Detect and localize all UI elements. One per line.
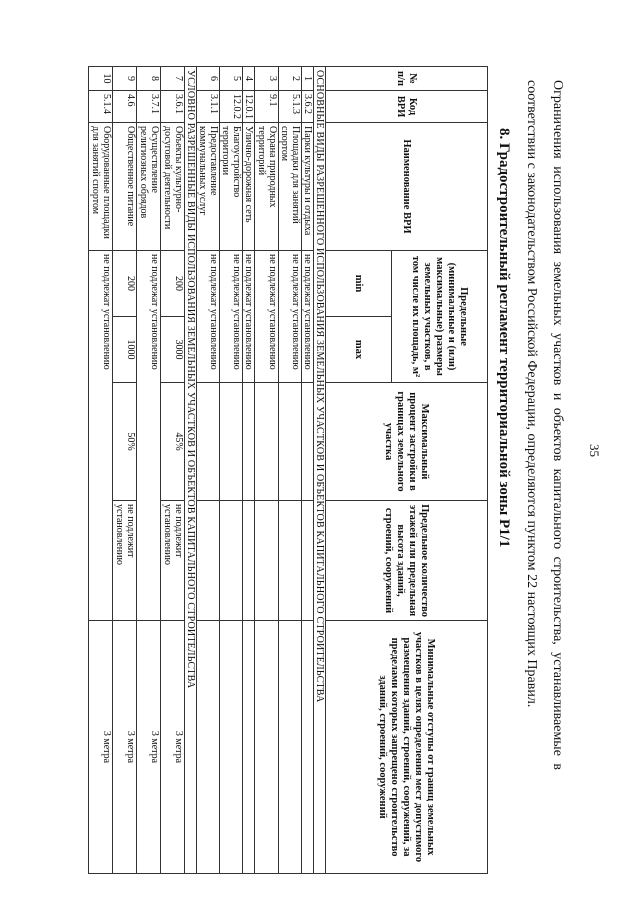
cell-num: 7 bbox=[161, 67, 185, 91]
cell-code: 5.1.4 bbox=[89, 91, 113, 123]
table-row bbox=[302, 67, 314, 874]
table-row bbox=[279, 67, 302, 874]
header-floors: Предельное количество этажей или предельная высота зданий, строений, сооружений bbox=[326, 501, 488, 621]
cell-name: Объекты культурно-досуговой деятельности bbox=[161, 123, 185, 251]
table-row bbox=[137, 67, 161, 874]
cell-percent: 45% bbox=[161, 383, 185, 501]
cell-area-note: не подлежат установлению bbox=[302, 251, 314, 383]
header-percent: Максимальный процент застройки в границах земельного участка bbox=[326, 383, 488, 501]
cell-code: 4.6 bbox=[113, 91, 137, 123]
cell-code: 3.1.1 bbox=[197, 91, 220, 123]
header-row bbox=[392, 67, 488, 874]
cell-min: 200 bbox=[161, 251, 185, 317]
regulation-table bbox=[88, 66, 488, 874]
table-row bbox=[197, 67, 220, 874]
cell-num: 5 bbox=[220, 67, 243, 91]
cell-setback: 3 метра bbox=[137, 621, 161, 874]
band-main: ОСНОВНЫЕ ВИДЫ РАЗРЕШЕННОГО ИСПОЛЬЗОВАНИЯ ЗЕМЕЛЬНЫХ УЧАСТКОВ И ОБЪЕКТОВ КАПИТАЛЬНОГО СТРОИТЕЛЬСТВА bbox=[314, 67, 326, 874]
header-max: max bbox=[326, 317, 392, 383]
cell-name: Охрана природных территорий bbox=[255, 123, 279, 251]
cell-code: 9.1 bbox=[255, 91, 279, 123]
cell-num: 6 bbox=[197, 67, 220, 91]
cell-max: 3000 bbox=[161, 317, 185, 383]
table-row bbox=[89, 67, 113, 874]
cell-area-note: не подлежат установлению bbox=[243, 251, 255, 383]
cell-num: 8 bbox=[137, 67, 161, 91]
table-row bbox=[161, 67, 185, 874]
header-name: Наименование ВРИ bbox=[326, 123, 488, 251]
header-area: Предельные (минимальные и (или) максимальные) размеры земельных участков, в том числе их площадь, м² bbox=[392, 251, 488, 383]
intro-paragraph: Ограничения использования земельных участков и объектов капитального строительства, устанавливаемые в соответствии с законодательством Российской Федерации, определяются пунктом 22 настоящих Правил. bbox=[524, 80, 565, 770]
table-row bbox=[113, 67, 137, 874]
band-conditional: УСЛОВНО РАЗРЕШЕННЫЕ ВИДЫ ИСПОЛЬЗОВАНИЯ ЗЕМЕЛЬНЫХ УЧАСТКОВ И ОБЪЕКТОВ КАПИТАЛЬНОГО СТРОИТЕЛЬСТВА bbox=[185, 67, 197, 874]
cell-code: 12.0.1 bbox=[243, 91, 255, 123]
cell-percent: 50% bbox=[113, 383, 137, 501]
cell-num: 10 bbox=[89, 67, 113, 91]
header-code: Код ВРИ bbox=[326, 91, 488, 123]
cell-area-note: не подлежат установлению bbox=[255, 251, 279, 383]
table-row bbox=[243, 67, 255, 874]
cell-area-note: не подлежат установлению bbox=[197, 251, 220, 383]
cell-num: 9 bbox=[113, 67, 137, 91]
cell-floors: не подлежит установлению bbox=[113, 501, 137, 621]
cell-num: 3 bbox=[255, 67, 279, 91]
cell-setback: 3 метра bbox=[89, 621, 113, 874]
cell-max: 1000 bbox=[113, 317, 137, 383]
cell-area-note: не подлежат установлению bbox=[89, 251, 113, 621]
cell-area-note: не подлежат установлению bbox=[220, 251, 243, 383]
cell-code: 5.1.3 bbox=[279, 91, 302, 123]
cell-min: 200 bbox=[113, 251, 137, 317]
section-title: 8. Градостроительный регламент территориальной зоны Р1/1 bbox=[496, 128, 512, 548]
cell-setback: 3 метра bbox=[113, 621, 137, 874]
cell-area-note: не подлежат установлению bbox=[137, 251, 161, 621]
cell-area-note: не подлежат установлению bbox=[279, 251, 302, 383]
cell-code: 3.6.2 bbox=[302, 91, 314, 123]
table-row bbox=[255, 67, 279, 874]
header-min: min bbox=[326, 251, 392, 317]
cell-floors: не подлежит установлению bbox=[161, 501, 185, 621]
cell-name: Общественное питание bbox=[113, 123, 137, 251]
cell-code: 3.6.1 bbox=[161, 91, 185, 123]
cell-num: 4 bbox=[243, 67, 255, 91]
cell-name: Оборудованные площадки для занятий спортом bbox=[89, 123, 113, 251]
table-row bbox=[220, 67, 243, 874]
cell-num: 1 bbox=[302, 67, 314, 91]
cell-num: 2 bbox=[279, 67, 302, 91]
cell-name: Парки культуры и отдыха bbox=[302, 123, 314, 251]
cell-code: 3.7.1 bbox=[137, 91, 161, 123]
header-setback: Минимальные отступы от границ земельных участков в целях определения мест допустимого размещения зданий, строений, сооружений, за пределами которых запрещено строительство зданий, строений, сооружений bbox=[326, 621, 488, 874]
cell-name: Улично-дорожная сеть bbox=[243, 123, 255, 251]
cell-name: Осуществление религиозных обрядов bbox=[137, 123, 161, 251]
cell-name: Площадки для занятий спортом bbox=[279, 123, 302, 251]
cell-name: Благоустройство территории bbox=[220, 123, 243, 251]
cell-setback: 3 метра bbox=[161, 621, 185, 874]
cell-code: 12.0.2 bbox=[220, 91, 243, 123]
page-number: 35 bbox=[587, 444, 602, 457]
header-num: № п/п bbox=[326, 67, 488, 91]
cell-name: Предоставление коммунальных услуг bbox=[197, 123, 220, 251]
